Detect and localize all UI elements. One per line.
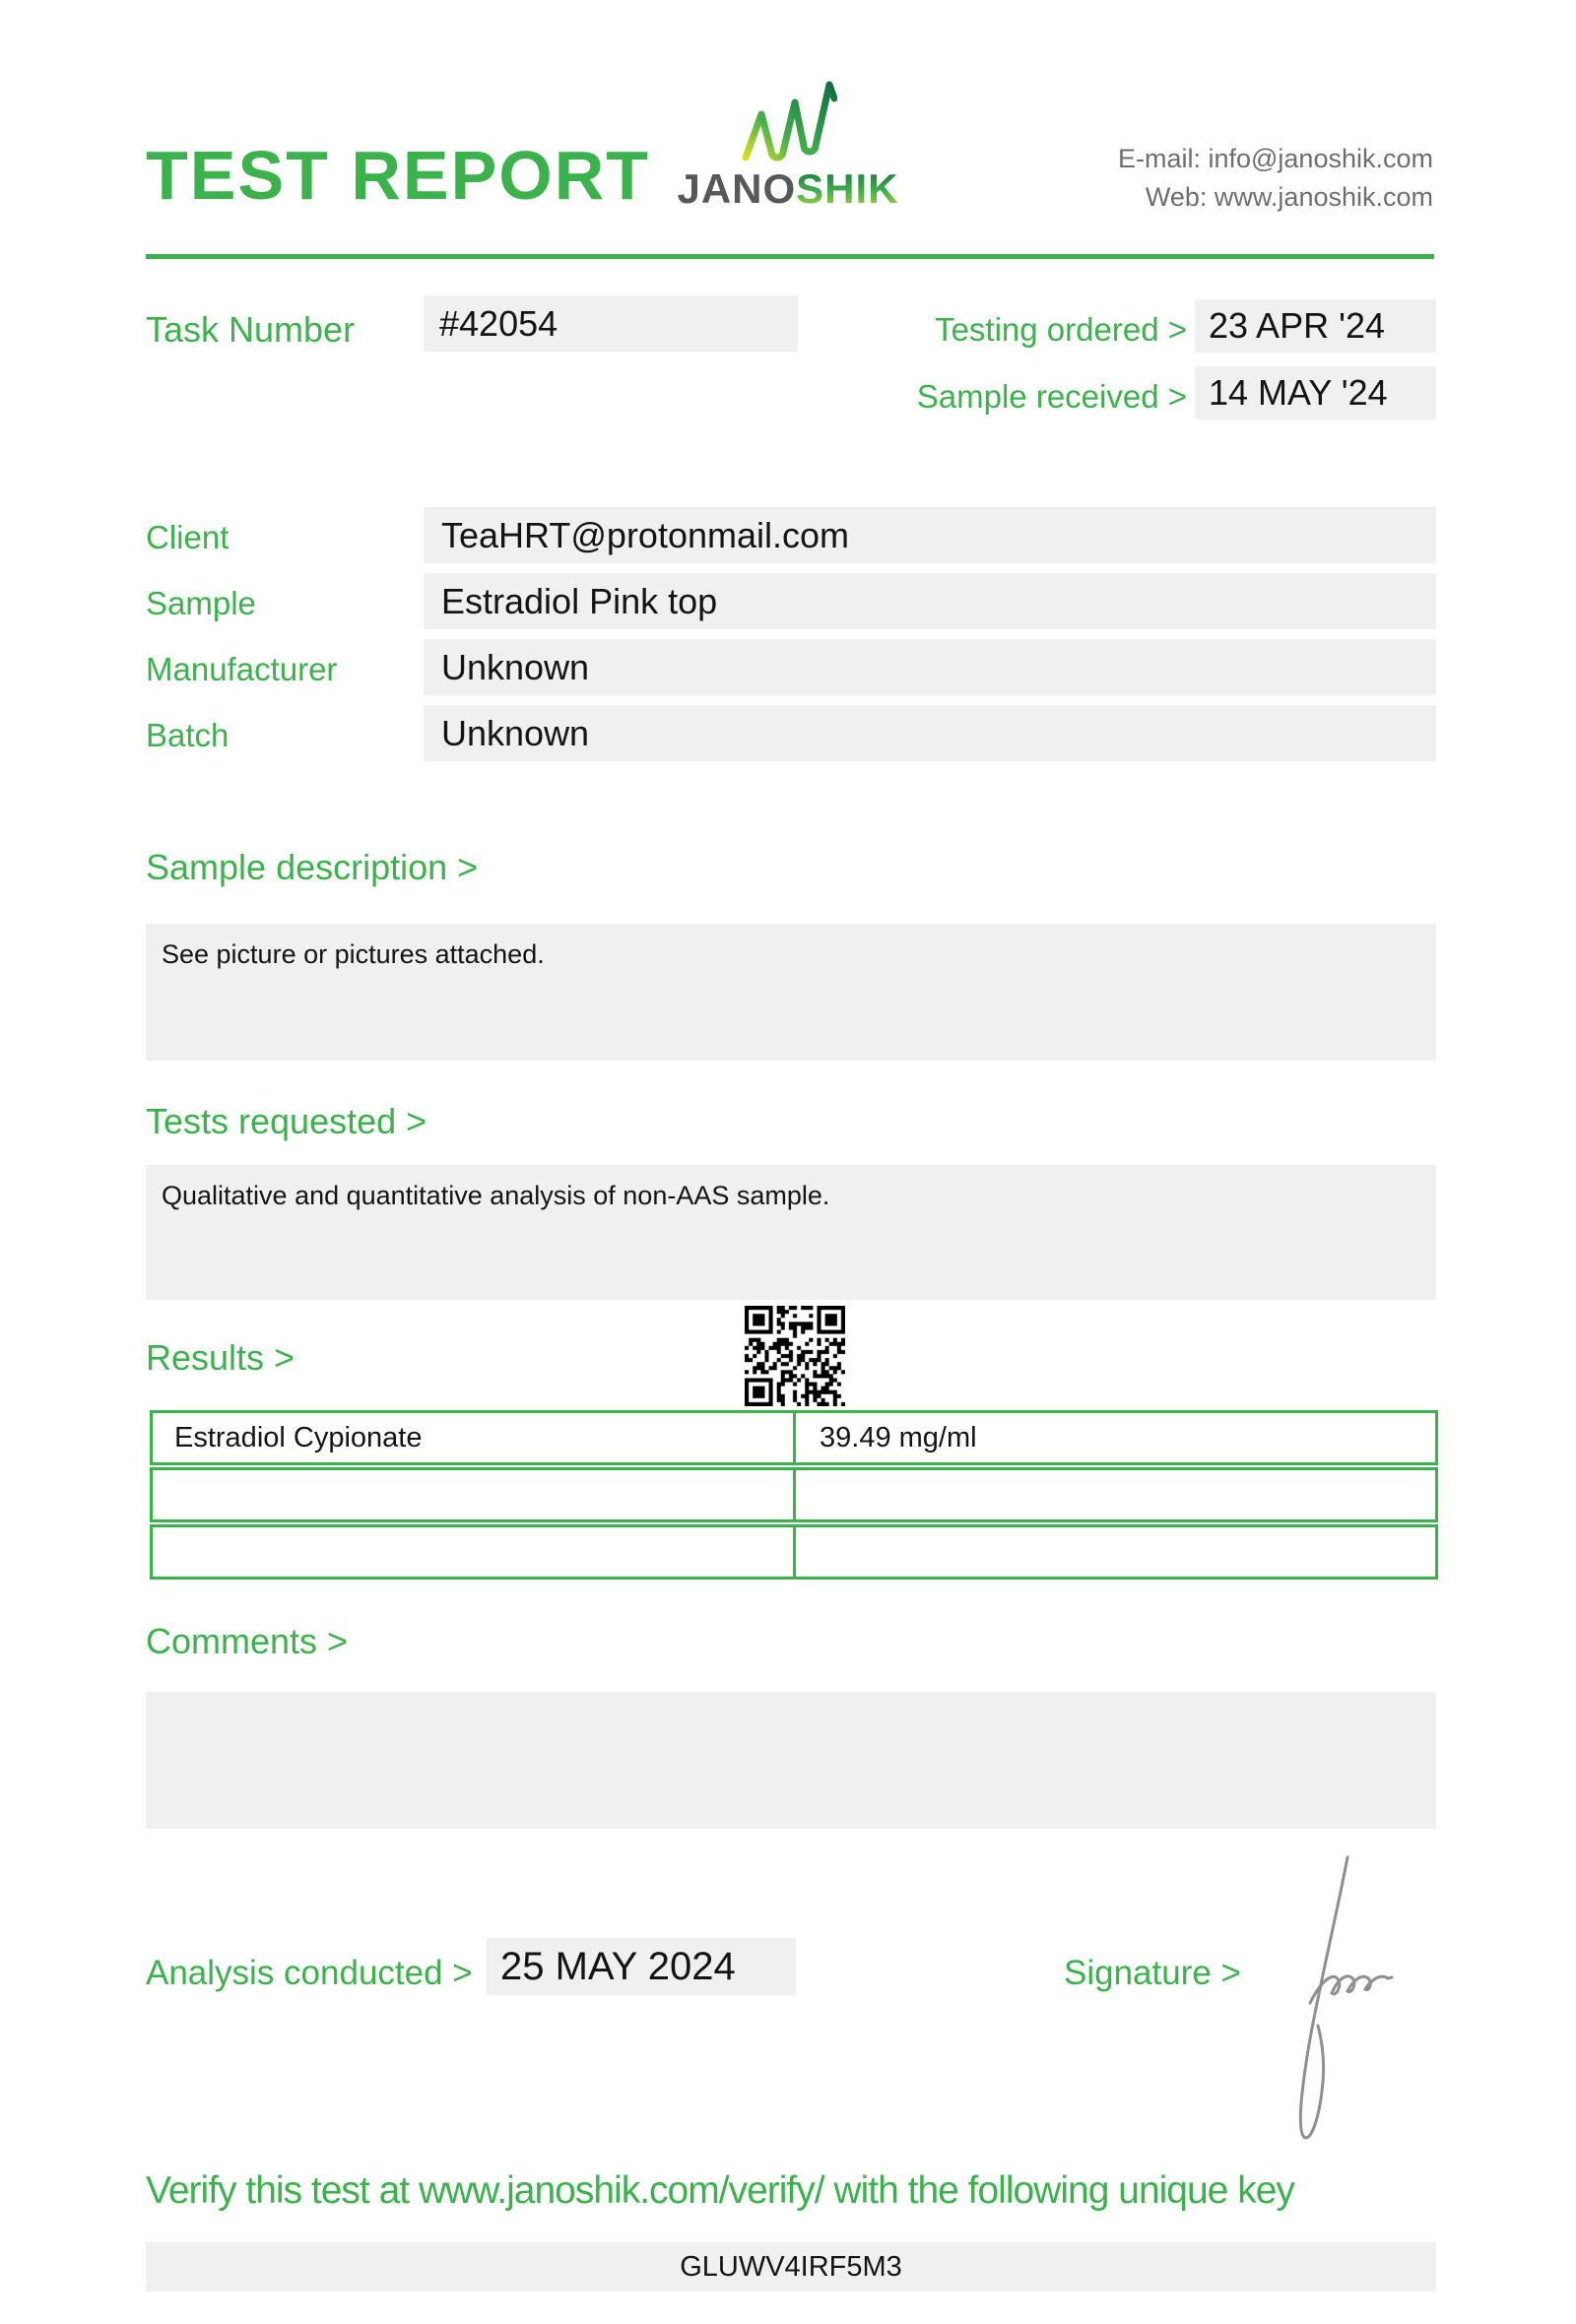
sample-value: Estradiol Pink top — [424, 573, 1436, 629]
page-title: TEST REPORT — [146, 137, 651, 214]
task-number-label: Task Number — [146, 309, 356, 350]
contact-email: E-mail: info@janoshik.com — [1117, 144, 1433, 173]
result-value: 39.49 mg/ml — [793, 1413, 1435, 1462]
result-row — [150, 1467, 1438, 1522]
growth-chart-icon — [739, 79, 837, 166]
testing-ordered-label: Testing ordered > — [935, 311, 1187, 348]
comments-heading: Comments > — [146, 1621, 349, 1661]
sample-description-heading: Sample description > — [146, 847, 479, 887]
task-number-value: #42054 — [424, 295, 798, 352]
result-value — [793, 1527, 1435, 1577]
client-value: TeaHRT@protonmail.com — [424, 507, 1436, 563]
analysis-conducted-date: 25 MAY 2024 — [487, 1938, 796, 1995]
result-substance — [153, 1470, 793, 1519]
qr-code — [745, 1306, 845, 1406]
tests-requested-heading: Tests requested > — [146, 1101, 427, 1141]
header-divider — [146, 254, 1434, 259]
sample-received-date: 14 MAY '24 — [1195, 366, 1436, 420]
result-row — [150, 1524, 1438, 1580]
sample-description-body: See picture or pictures attached. — [146, 924, 1436, 1061]
client-label: Client — [146, 519, 230, 555]
result-row — [150, 1410, 1438, 1465]
result-value — [793, 1470, 1435, 1519]
signature-scribble — [1273, 1853, 1396, 2154]
sample-received-label: Sample received > — [916, 378, 1187, 415]
comments-body — [146, 1692, 1436, 1829]
result-substance — [153, 1527, 793, 1577]
brand-logo-secondary: SHIK — [796, 165, 899, 212]
contact-block — [886, 140, 1433, 217]
analysis-conducted-label: Analysis conducted > — [146, 1954, 473, 1992]
brand-logo — [650, 165, 926, 213]
signature-label: Signature > — [1064, 1954, 1241, 1992]
manufacturer-value: Unknown — [424, 639, 1436, 695]
contact-web: Web: www.janoshik.com — [1145, 182, 1433, 212]
brand-logo-primary: JANO — [677, 165, 797, 212]
batch-label: Batch — [146, 717, 230, 753]
sample-label: Sample — [146, 585, 256, 621]
verify-key: GLUWV4IRF5M3 — [146, 2242, 1436, 2292]
result-substance: Estradiol Cypionate — [174, 1422, 423, 1453]
verify-instruction: Verify this test at www.janoshik.com/verify/ with the following unique key — [146, 2169, 1294, 2212]
results-heading: Results > — [146, 1337, 296, 1378]
tests-requested-body: Qualitative and quantitative analysis of non-AAS sample. — [146, 1165, 1436, 1300]
batch-value: Unknown — [424, 705, 1436, 761]
testing-ordered-date: 23 APR '24 — [1195, 299, 1436, 353]
manufacturer-label: Manufacturer — [146, 651, 338, 687]
